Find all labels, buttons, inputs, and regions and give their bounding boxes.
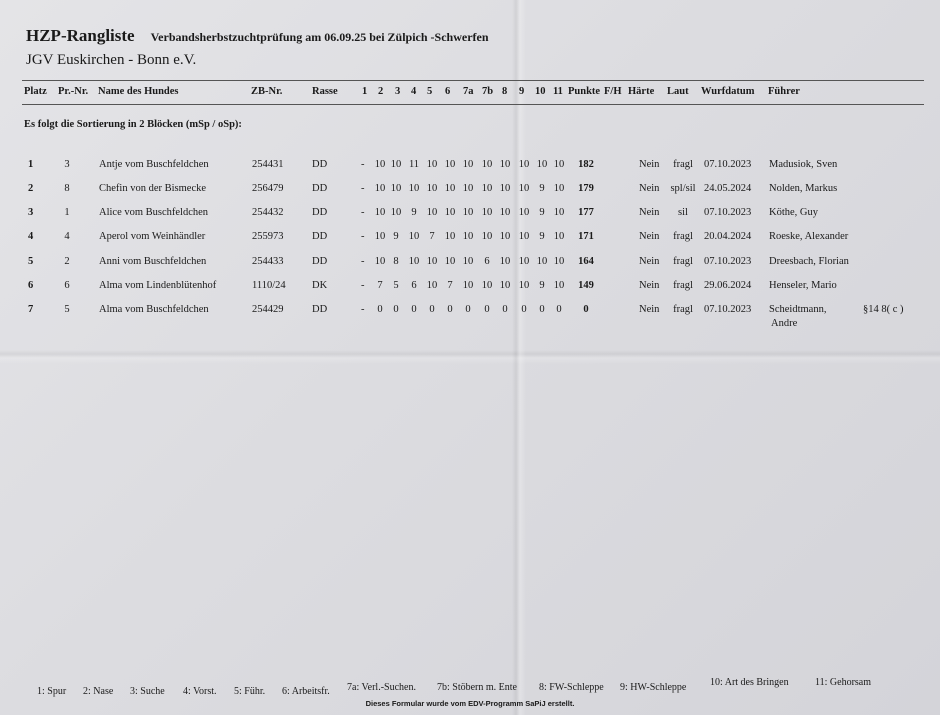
row-punkte: 171 (578, 231, 594, 242)
row-punkte: 164 (578, 256, 594, 267)
row-prnr: 6 (64, 280, 70, 291)
row-score: 10 (408, 183, 420, 194)
row-punkte: 182 (578, 159, 594, 170)
row-fuehrer: Scheidtmann, (769, 304, 827, 315)
row-wurfdatum: 20.04.2024 (704, 231, 752, 242)
legend-item: 1: Spur (37, 686, 67, 697)
legend-item: 2: Nase (83, 686, 114, 697)
row-score: 10 (374, 207, 386, 218)
legend-item: 10: Art des Bringen (710, 677, 789, 688)
row-prnr: 1 (64, 207, 70, 218)
row-score: 10 (426, 280, 438, 291)
row-score: 10 (518, 183, 530, 194)
row-zb-nr: 1110/24 (252, 280, 286, 291)
row-score: 10 (499, 183, 511, 194)
row-fuehrer: Nolden, Markus (769, 183, 838, 194)
row-platz: 6 (28, 280, 34, 291)
row-score: 0 (556, 304, 562, 315)
row-fuehrer: Köthe, Guy (769, 207, 818, 218)
row-dash: - (361, 231, 365, 242)
footer-note: Dieses Formular wurde vom EDV-Programm SaPiJ erstellt. (365, 699, 575, 708)
row-score: 6 (484, 256, 490, 267)
row-dog-name: Anni vom Buschfeldchen (99, 256, 207, 267)
column-header: F/H (604, 86, 622, 97)
row-dash: - (361, 256, 365, 267)
legend-item: 3: Suche (130, 686, 165, 697)
row-platz: 3 (28, 207, 34, 218)
row-platz: 5 (28, 256, 34, 267)
row-prnr: 2 (64, 256, 70, 267)
row-score: 0 (521, 304, 527, 315)
row-dash: - (361, 304, 365, 315)
column-header: 4 (411, 86, 417, 97)
row-platz: 2 (28, 183, 34, 194)
row-prnr: 3 (64, 159, 70, 170)
row-score: 10 (553, 183, 565, 194)
row-score: 10 (408, 231, 420, 242)
row-dash: - (361, 207, 365, 218)
row-dog-name: Antje vom Buschfeldchen (99, 159, 209, 170)
row-wurfdatum: 29.06.2024 (704, 280, 752, 291)
row-score: 0 (411, 304, 417, 315)
row-rasse: DD (312, 159, 328, 170)
row-zb-nr: 254432 (252, 207, 284, 218)
column-header: Name des Hundes (98, 86, 179, 97)
column-header: 7a (463, 86, 474, 97)
row-score: 7 (429, 231, 435, 242)
row-score: 10 (426, 207, 438, 218)
row-wurfdatum: 07.10.2023 (704, 256, 752, 267)
column-header: 3 (395, 86, 401, 97)
legend-item: 8: FW-Schleppe (539, 682, 604, 693)
row-haerte: Nein (639, 280, 660, 291)
column-header: 7b (482, 86, 494, 97)
row-score: 10 (408, 256, 420, 267)
document-title: HZP-Rangliste (26, 26, 135, 45)
column-header: 8 (502, 86, 508, 97)
column-header: ZB-Nr. (251, 86, 283, 97)
row-zb-nr: 256479 (252, 183, 284, 194)
row-prnr: 4 (64, 231, 70, 242)
row-score: 10 (499, 207, 511, 218)
row-score: 9 (539, 231, 545, 242)
row-score: 10 (462, 159, 474, 170)
column-header: Platz (24, 86, 47, 97)
row-score: 10 (462, 207, 474, 218)
row-score: 10 (518, 256, 530, 267)
row-score: 10 (426, 183, 438, 194)
legend-item: 6: Arbeitsfr. (282, 686, 330, 697)
row-score: 10 (518, 207, 530, 218)
row-dash: - (361, 280, 365, 291)
column-header: Härte (628, 86, 655, 97)
row-platz: 1 (28, 159, 34, 170)
row-score: 6 (411, 280, 417, 291)
row-laut: sil (678, 207, 688, 218)
row-score: 10 (553, 256, 565, 267)
row-score: 10 (462, 256, 474, 267)
row-score: 10 (390, 183, 402, 194)
column-header: 5 (427, 86, 433, 97)
row-haerte: Nein (639, 207, 660, 218)
row-haerte: Nein (639, 231, 660, 242)
row-score: 0 (539, 304, 545, 315)
row-wurfdatum: 07.10.2023 (704, 207, 752, 218)
row-laut: fragl (673, 280, 693, 291)
legend-item: 9: HW-Schleppe (620, 682, 687, 693)
row-score: 0 (377, 304, 383, 315)
row-score: 10 (374, 256, 386, 267)
row-score: 10 (553, 207, 565, 218)
row-score: 9 (411, 207, 417, 218)
column-header: Pr.-Nr. (58, 86, 89, 97)
column-header: Führer (768, 86, 800, 97)
row-score: 10 (553, 159, 565, 170)
row-score: 10 (499, 280, 511, 291)
column-header: 10 (535, 86, 546, 97)
row-prnr: 5 (64, 304, 70, 315)
row-score: 10 (481, 280, 493, 291)
row-haerte: Nein (639, 256, 660, 267)
row-score: 10 (444, 159, 456, 170)
row-score: 10 (426, 159, 438, 170)
column-header: 6 (445, 86, 451, 97)
row-score: 11 (408, 159, 420, 170)
row-score: 0 (465, 304, 471, 315)
legend-item: 5: Führ. (234, 686, 266, 697)
row-score: 9 (539, 207, 545, 218)
row-score: 10 (481, 231, 493, 242)
row-score: 10 (462, 183, 474, 194)
row-score: 10 (462, 280, 474, 291)
column-header: Rasse (312, 86, 338, 97)
row-score: 10 (444, 183, 456, 194)
row-score: 10 (499, 231, 511, 242)
legend-item: 7b: Stöbern m. Ente (437, 682, 517, 693)
row-laut: fragl (673, 256, 693, 267)
row-score: 0 (502, 304, 508, 315)
row-score: 10 (374, 159, 386, 170)
row-score: 10 (390, 207, 402, 218)
row-zb-nr: 254433 (252, 256, 284, 267)
row-zb-nr: 254429 (252, 304, 284, 315)
row-laut: fragl (673, 231, 693, 242)
row-punkte: 179 (578, 183, 594, 194)
row-score: 10 (426, 256, 438, 267)
row-rasse: DD (312, 231, 328, 242)
row-score: 10 (536, 256, 548, 267)
row-score: 10 (536, 159, 548, 170)
row-wurfdatum: 07.10.2023 (704, 159, 752, 170)
row-laut: fragl (673, 304, 693, 315)
row-fuehrer: Henseler, Mario (769, 280, 837, 291)
row-score: 7 (377, 280, 383, 291)
row-score: 10 (481, 159, 493, 170)
row-haerte: Nein (639, 304, 660, 315)
row-score: 10 (518, 280, 530, 291)
row-score: 10 (374, 231, 386, 242)
row-prnr: 8 (64, 183, 70, 194)
column-header: 11 (553, 86, 563, 97)
row-score: 9 (393, 231, 399, 242)
document-subtitle: Verbandsherbstzuchtprüfung am 06.09.25 bei Zülpich -Schwerfen (150, 30, 489, 44)
row-haerte: Nein (639, 183, 660, 194)
header-bottom-rule (22, 104, 924, 105)
row-score: 8 (393, 256, 399, 267)
row-score: 10 (499, 256, 511, 267)
row-fuehrer: Madusiok, Sven (769, 159, 838, 170)
legend-item: 7a: Verl.-Suchen. (347, 682, 416, 693)
row-wurfdatum: 07.10.2023 (704, 304, 752, 315)
row-score: 0 (393, 304, 399, 315)
row-punkte: 0 (583, 304, 589, 315)
row-zb-nr: 254431 (252, 159, 284, 170)
column-header: Wurfdatum (701, 86, 755, 97)
row-score: 10 (553, 280, 565, 291)
row-punkte: 177 (578, 207, 594, 218)
row-dash: - (361, 159, 365, 170)
club-name: JGV Euskirchen - Bonn e.V. (26, 52, 197, 68)
row-score: 10 (499, 159, 511, 170)
row-score: 10 (390, 159, 402, 170)
row-score: 0 (484, 304, 490, 315)
row-dog-name: Alma vom Buschfeldchen (99, 304, 209, 315)
row-score: 0 (429, 304, 435, 315)
column-header: Laut (667, 86, 689, 97)
column-header: Punkte (568, 86, 601, 97)
row-score: 10 (481, 207, 493, 218)
row-dog-name: Aperol vom Weinhändler (99, 231, 206, 242)
header-top-rule (22, 80, 924, 81)
row-score: 9 (539, 280, 545, 291)
row-rasse: DK (312, 280, 328, 291)
row-score: 0 (447, 304, 453, 315)
row-score: 9 (539, 183, 545, 194)
row-rasse: DD (312, 207, 328, 218)
row-score: 10 (518, 159, 530, 170)
row-dash: - (361, 183, 365, 194)
row-score: 10 (462, 231, 474, 242)
row-rasse: DD (312, 256, 328, 267)
row-laut: spl/sil (670, 183, 696, 194)
row-platz: 4 (28, 231, 34, 242)
column-header: 2 (378, 86, 384, 97)
column-header: 1 (362, 86, 368, 97)
row-fuehrer: Roeske, Alexander (769, 231, 849, 242)
title-row (26, 26, 489, 46)
row-dog-name: Alma vom Lindenblütenhof (99, 280, 217, 291)
row-punkte: 149 (578, 280, 594, 291)
row-rasse: DD (312, 183, 328, 194)
row-fuehrer: Dreesbach, Florian (769, 256, 849, 267)
row-haerte: Nein (639, 159, 660, 170)
column-header: 9 (519, 86, 525, 97)
sorting-note: Es folgt die Sortierung in 2 Blöcken (mSp / oSp): (24, 119, 242, 130)
legend-item: 11: Gehorsam (815, 677, 872, 688)
row-wurfdatum: 24.05.2024 (704, 183, 752, 194)
row-rasse: DD (312, 304, 328, 315)
row-fuehrer-line2: Andre (771, 318, 798, 329)
row-dog-name: Alice vom Buschfeldchen (99, 207, 209, 218)
row-score: 10 (518, 231, 530, 242)
row-score: 10 (444, 231, 456, 242)
row-platz: 7 (28, 304, 34, 315)
legend-item: 4: Vorst. (183, 686, 217, 697)
row-score: 10 (553, 231, 565, 242)
row-score: 10 (444, 256, 456, 267)
row-extra-note: §14 8( c ) (863, 304, 904, 315)
row-score: 10 (374, 183, 386, 194)
row-score: 10 (481, 183, 493, 194)
row-score: 10 (444, 207, 456, 218)
row-score: 7 (447, 280, 453, 291)
row-laut: fragl (673, 159, 693, 170)
row-dog-name: Chefin von der Bismecke (99, 183, 207, 194)
row-zb-nr: 255973 (252, 231, 284, 242)
row-score: 5 (393, 280, 399, 291)
